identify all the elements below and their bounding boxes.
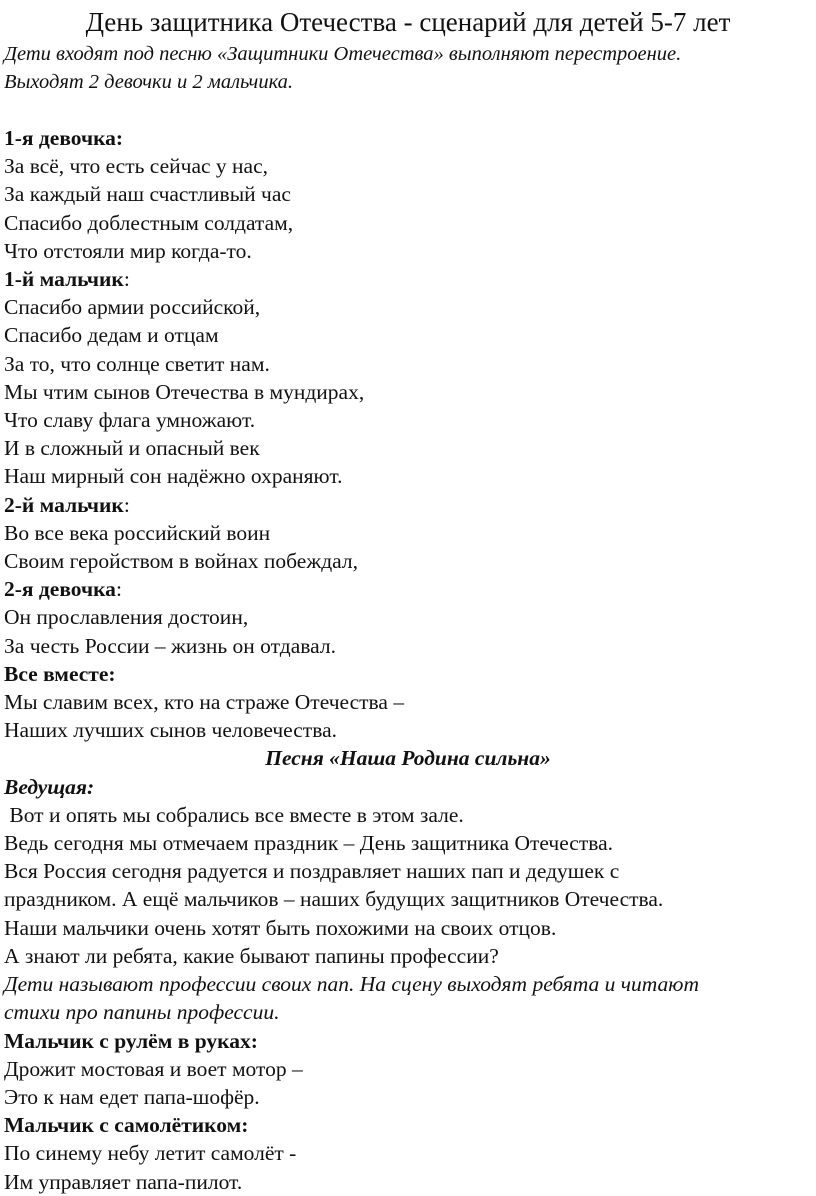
verse-line: Своим геройством в войнах побеждал, — [4, 549, 358, 574]
speaker-boy-1-row — [4, 265, 812, 293]
verse-line: Он прославления достоин, — [4, 605, 249, 630]
verse-line: Это к нам едет папа-шофёр. — [4, 1084, 260, 1109]
verse-line: Спасибо дедам и отцам — [4, 323, 219, 348]
speaker-host: Ведущая: — [4, 774, 95, 799]
verse-line: Мы славим всех, кто на страже Отечества – — [4, 690, 405, 715]
stage-direction-line: Дети называют профессии своих пап. На сцену выходят ребята и читают — [4, 972, 699, 997]
intro-line: Выходят 2 девочки и 2 мальчика. — [4, 71, 294, 93]
speaker-boy-2-row — [4, 491, 812, 519]
prose-line: праздником. А ещё мальчиков – наших будущих защитников Отечества. — [4, 887, 664, 912]
prose-line: Вот и опять мы собрались все вместе в этом зале. — [4, 802, 464, 827]
intro-line: Дети входят под песню «Защитники Отечества» выполняют перестроение. — [4, 43, 682, 65]
verse-line: Что славу флага умножают. — [4, 408, 256, 433]
prose-line: Вся Россия сегодня радуется и поздравляет наших пап и дедушек с — [4, 859, 620, 884]
verse-line: За всё, что есть сейчас у нас, — [4, 154, 269, 179]
stage-direction-line: стихи про папины профессии. — [4, 1000, 280, 1025]
speaker-boy-wheel: Мальчик с рулём в руках: — [4, 1028, 258, 1053]
verse-line: За то, что солнце светит нам. — [4, 351, 270, 376]
prose-line: А знают ли ребята, какие бывают папины профессии? — [4, 943, 499, 968]
speaker-colon: : — [123, 492, 130, 517]
speaker-girl-2-row — [4, 575, 812, 603]
prose-line: Ведь сегодня мы отмечаем праздник – День защитника Отечества. — [4, 831, 614, 856]
verse-line: Им управляет папа-пилот. — [4, 1169, 243, 1194]
speaker-boy-1: 1-й мальчик — [4, 267, 124, 292]
verse-line: За каждый наш счастливый час — [4, 182, 291, 207]
verse-line: Спасибо армии российской, — [4, 295, 261, 320]
blank-line — [4, 96, 812, 124]
speaker-girl-1: 1-я девочка: — [4, 126, 124, 150]
verse-line: Во все века российский воин — [4, 520, 271, 545]
verse-line: Наш мирный сон надёжно охраняют. — [4, 464, 343, 489]
verse-line: Что отстояли мир когда-то. — [4, 238, 252, 263]
speaker-all: Все вместе: — [4, 661, 116, 686]
verse-line: Спасибо доблестным солдатам, — [4, 210, 294, 235]
verse-line: Дрожит мостовая и воет мотор – — [4, 1056, 303, 1081]
speaker-boy-plane: Мальчик с самолётиком: — [4, 1113, 249, 1138]
document-body — [0, 40, 816, 1196]
speaker-boy-2: 2-й мальчик — [4, 492, 124, 517]
verse-line: По синему небу летит самолёт - — [4, 1141, 297, 1166]
verse-line: И в сложный и опасный век — [4, 436, 260, 461]
speaker-girl-2: 2-я девочка — [4, 577, 116, 602]
prose-line: Наши мальчики очень хотят быть похожими на своих отцов. — [4, 915, 557, 940]
song-heading: Песня «Наша Родина сильна» — [265, 746, 551, 771]
verse-line: Мы чтим сынов Отечества в мундирах, — [4, 379, 365, 404]
speaker-colon: : — [123, 267, 130, 292]
document-title: День защитника Отечества - сценарий для детей 5-7 лет — [85, 7, 731, 37]
verse-line: Наших лучших сынов человечества. — [4, 718, 337, 743]
speaker-colon: : — [115, 577, 122, 602]
verse-line: За честь России – жизнь он отдавал. — [4, 633, 336, 658]
